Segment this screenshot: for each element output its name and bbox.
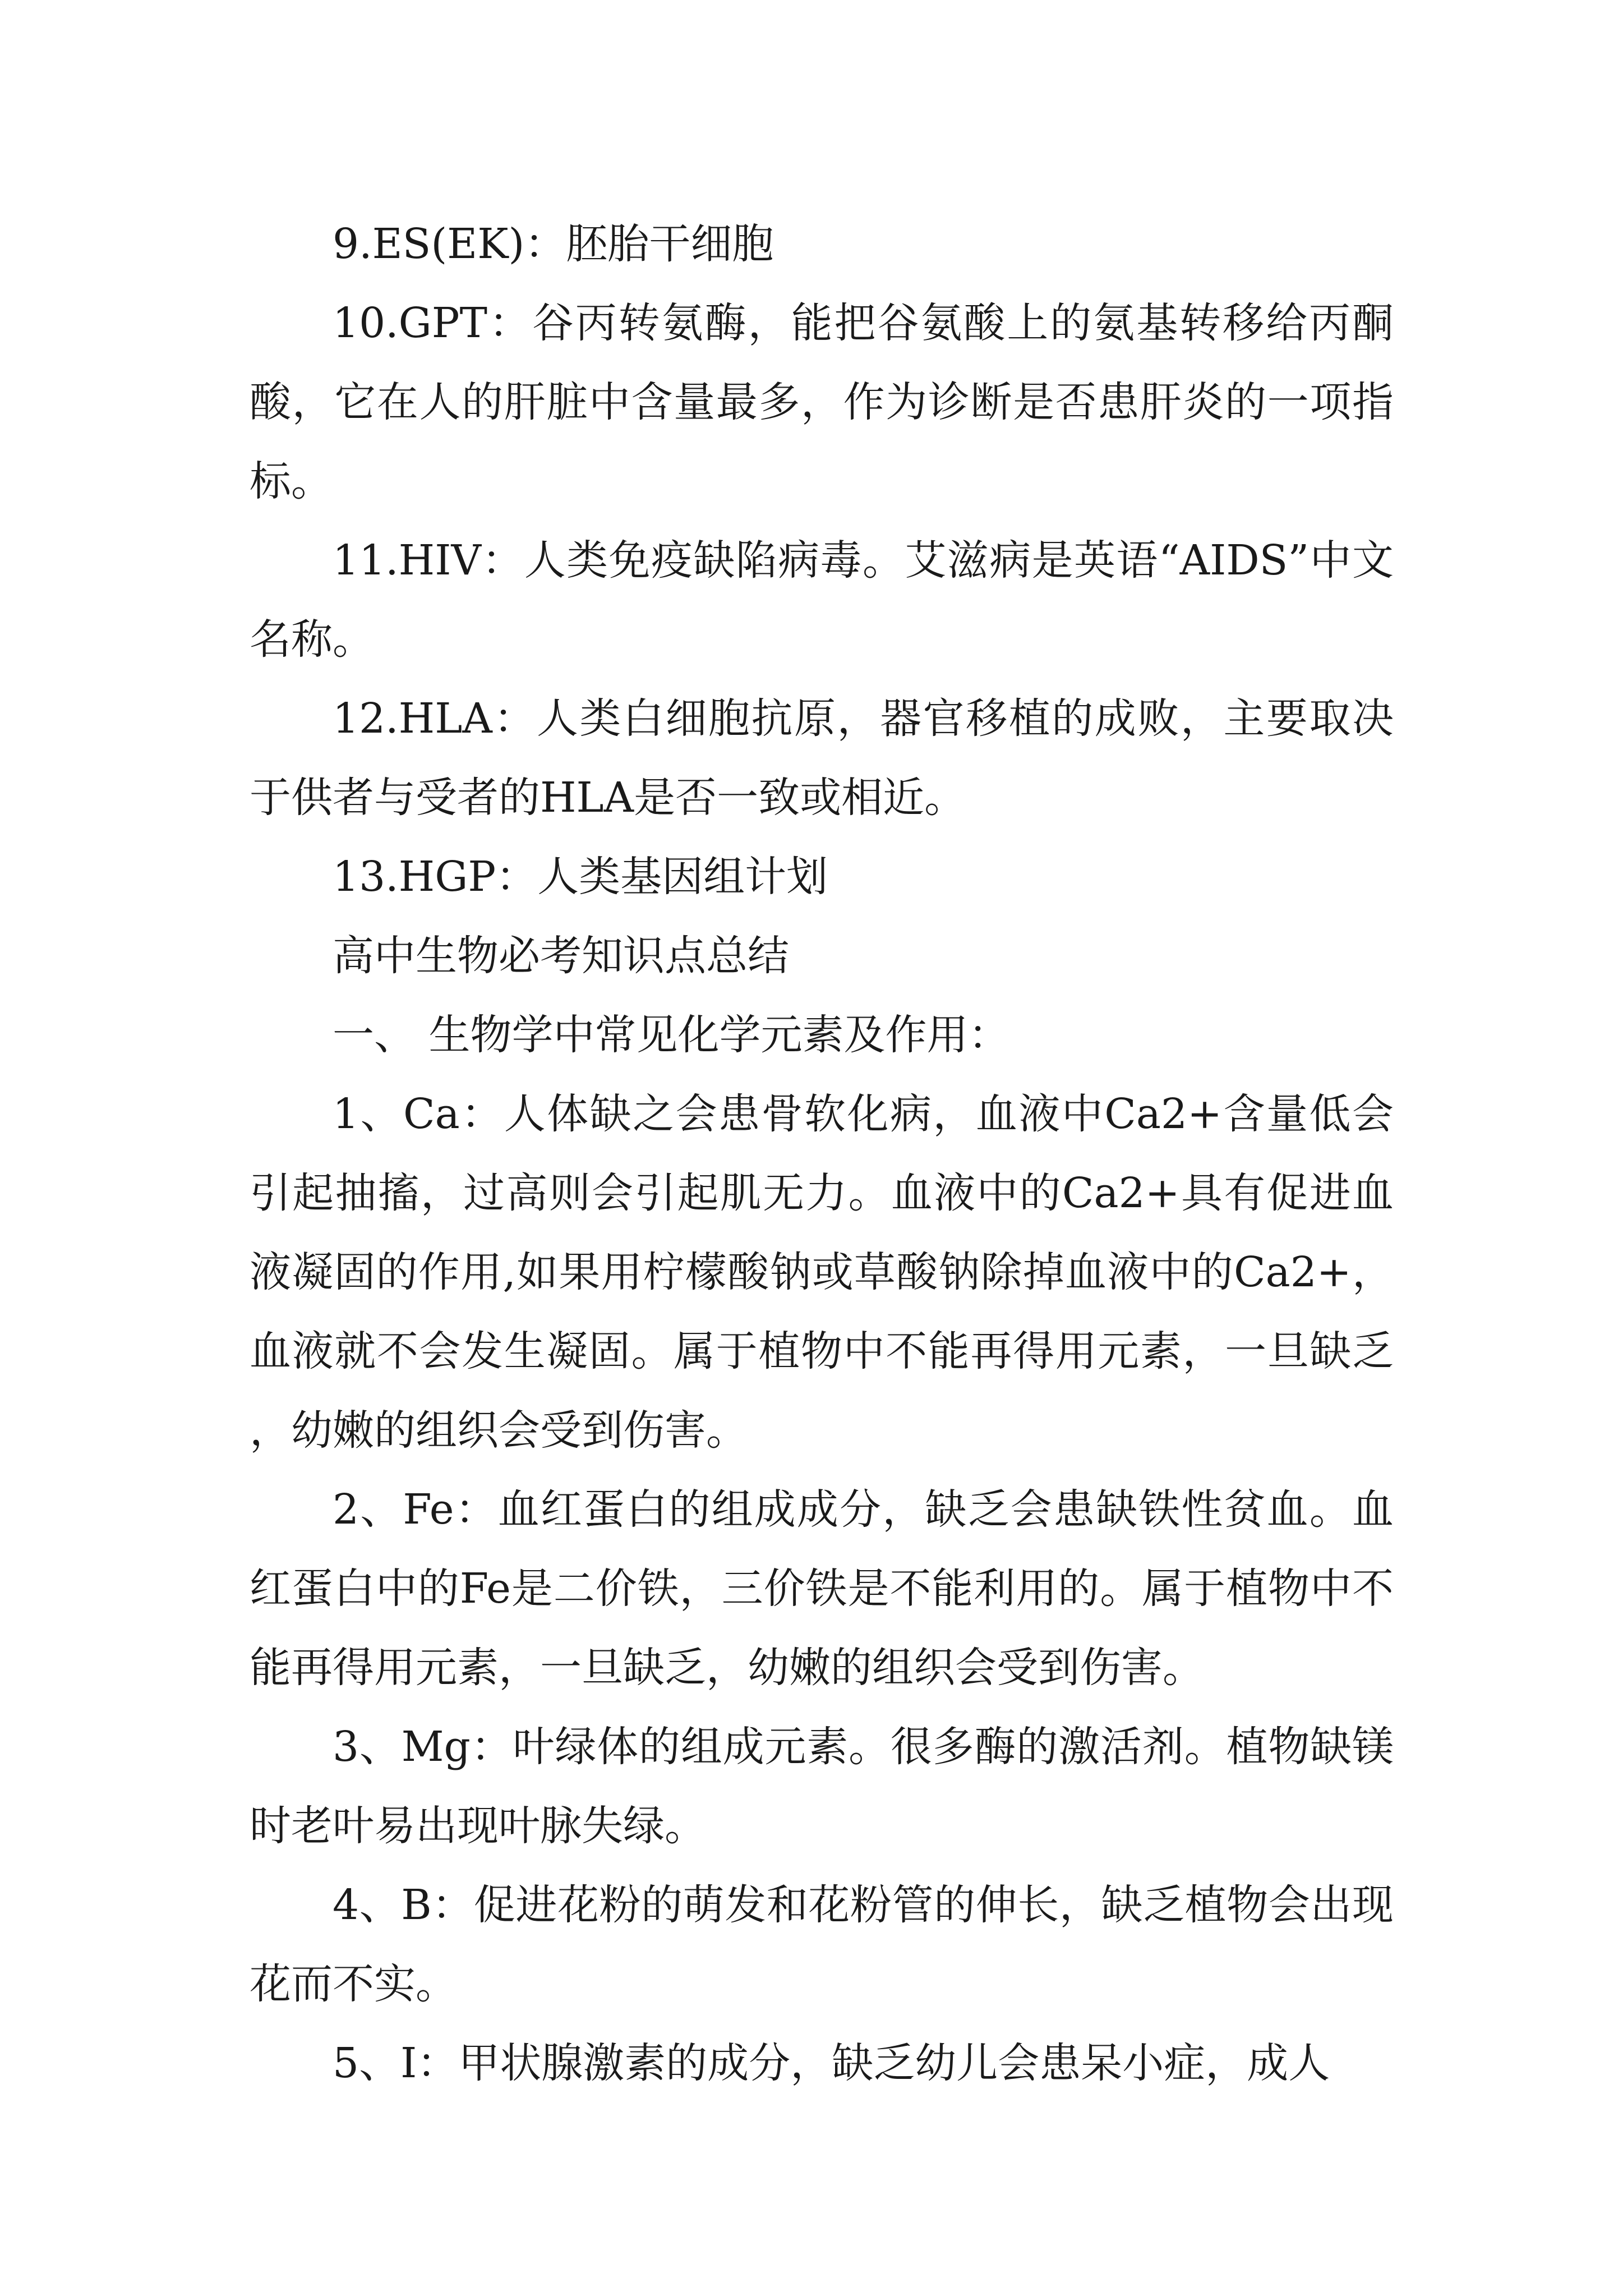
paragraph-gpt: 10.GPT：谷丙转氨酶，能把谷氨酸上的氨基转移给丙酮酸，它在人的肝脏中含量最多，作为诊断是否患肝炎的一项指标。 (250, 299, 1394, 505)
section-title: 高中生物必考知识点总结 (333, 932, 789, 980)
paragraph-es: 9.ES(EK)：胚胎干细胞 (333, 220, 774, 268)
section-heading-elements: 一、 生物学中常见化学元素及作用： (333, 1011, 1010, 1059)
paragraph-fe: 2、Fe：血红蛋白的组成成分，缺乏会患缺铁性贫血。血红蛋白中的Fe是二价铁，三价铁是不能利用的。属于植物中不能再得用元素，一旦缺乏，幼嫩的组织会受到伤害。 (250, 1485, 1394, 1692)
paragraph-hla: 12.HLA：人类白细胞抗原，器官移植的成败，主要取决于供者与受者的HLA是否一致或相近。 (250, 694, 1394, 822)
paragraph-ca: 1、Ca：人体缺之会患骨软化病，血液中Ca2+含量低会引起抽搐，过高则会引起肌无力。血液中的Ca2+具有促进血液凝固的作用,如果用柠檬酸钠或草酸钠除掉血液中的Ca2+，血液就不会发生凝固。属于植物中不能再得用元素，一旦缺乏，幼嫩的组织会受到伤害。 (250, 1090, 1394, 1455)
paragraph-hgp: 13.HGP：人类基因组计划 (333, 853, 828, 901)
paragraph-hiv: 11.HIV：人类免疫缺陷病毒。艾滋病是英语“AIDS”中文名称。 (250, 536, 1394, 664)
document-body (250, 205, 1394, 2103)
paragraph-i: 5、I：甲状腺激素的成分，缺乏幼儿会患呆小症，成人 (333, 2039, 1330, 2087)
paragraph-mg: 3、Mg：叶绿体的组成元素。很多酶的激活剂。植物缺镁时老叶易出现叶脉失绿。 (250, 1723, 1394, 1850)
paragraph-b: 4、B：促进花粉的萌发和花粉管的伸长，缺乏植物会出现花而不实。 (250, 1881, 1394, 2008)
